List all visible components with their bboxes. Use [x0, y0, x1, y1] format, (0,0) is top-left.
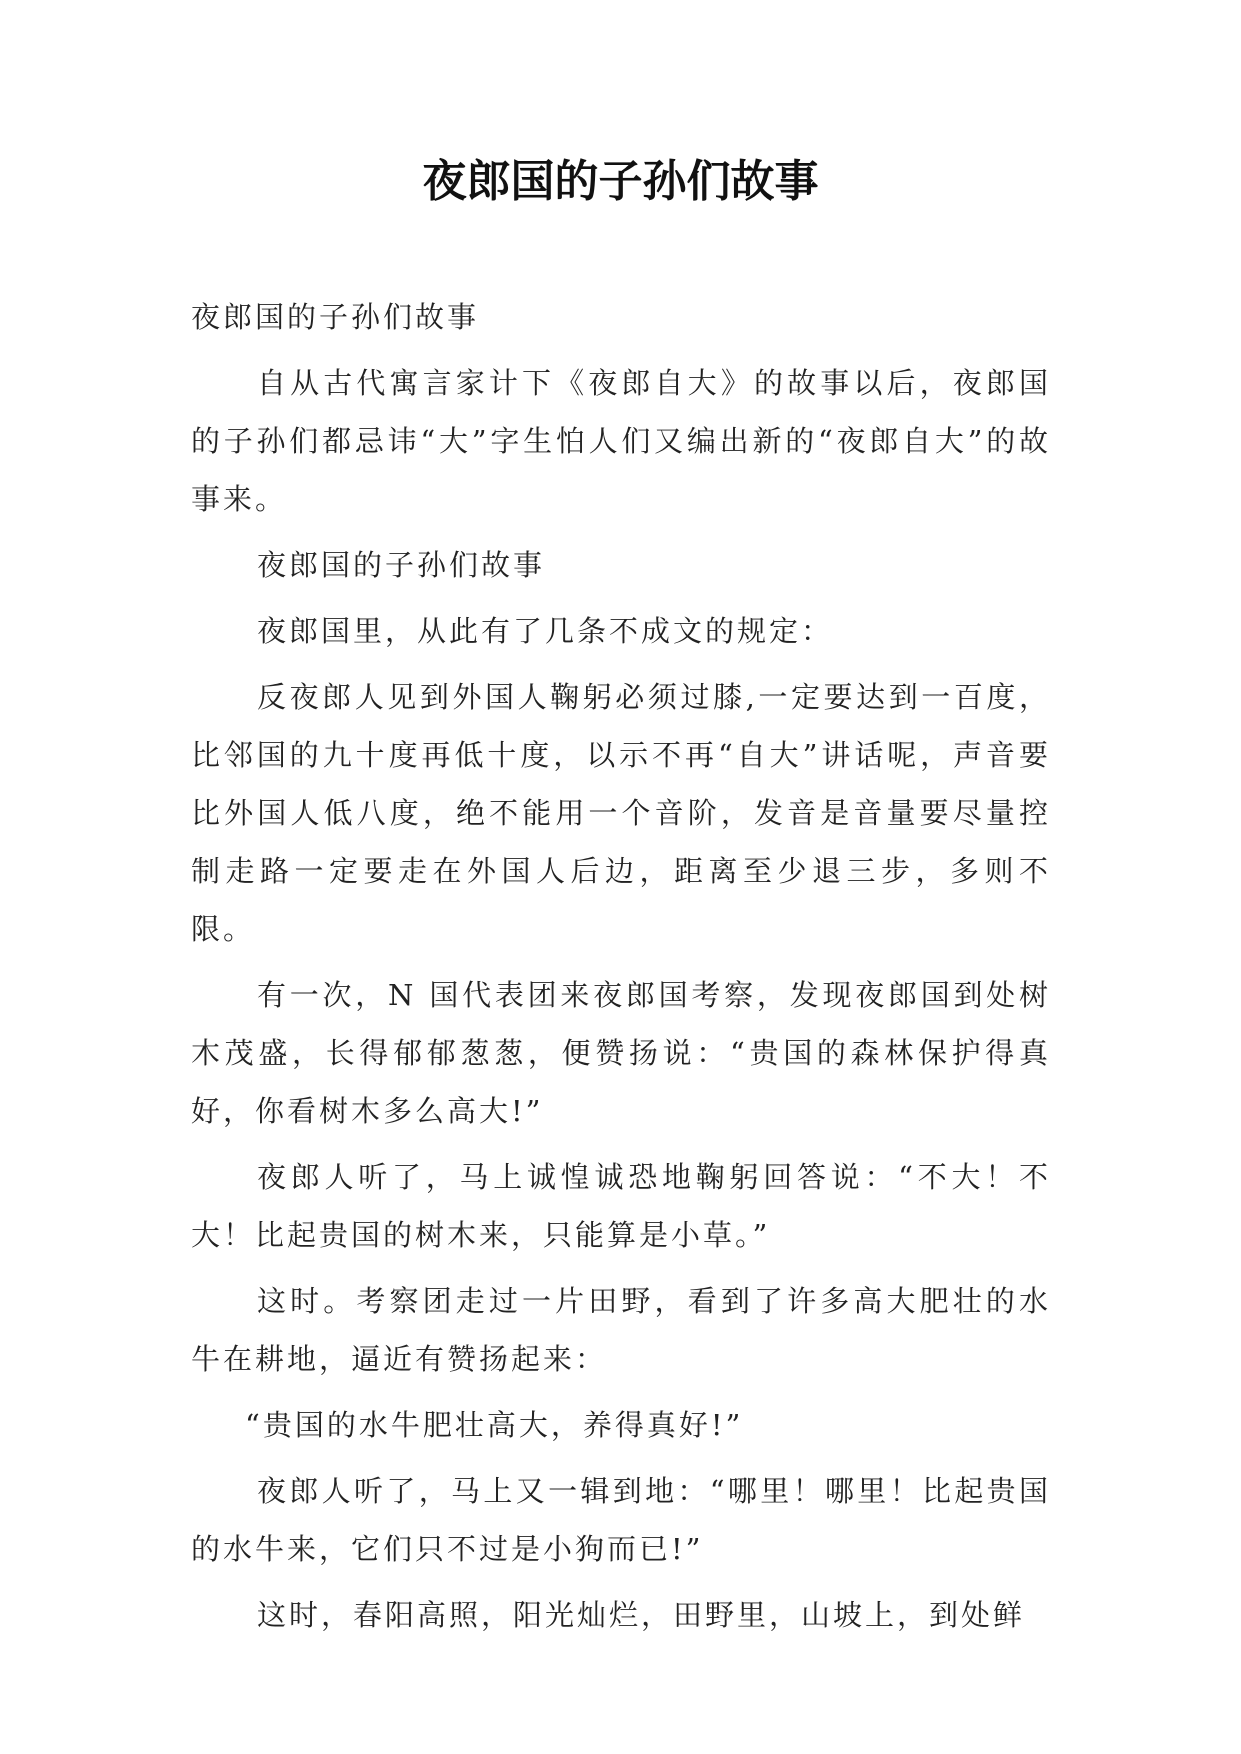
paragraph: 自从古代寓言家计下《夜郎自大》的故事以后，夜郎国的子孙们都忌讳“大”字生怕人们又编出新的“夜郎自大”的故事来。	[191, 366, 1051, 516]
paragraph: 夜郎国的子孙们故事	[257, 548, 546, 582]
paragraph-subtitle: 夜郎国的子孙们故事	[191, 300, 480, 334]
paragraph: 夜郎国里，从此有了几条不成文的规定：	[257, 614, 834, 648]
paragraph: 夜郎人听了，马上诚惶诚恐地鞠躬回答说：“不大！不大！比起贵国的树木来，只能算是小草。”	[191, 1160, 1051, 1252]
document-body	[191, 288, 1051, 1652]
paragraph: 夜郎人听了，马上又一辑到地：“哪里！哪里！比起贵国的水牛来，它们只不过是小狗而已!”	[191, 1474, 1051, 1566]
paragraph: 有一次，N 国代表团来夜郎国考察，发现夜郎国到处树木茂盛，长得郁郁葱葱，便赞扬说：“贵国的森林保护得真好，你看树木多么高大!”	[191, 978, 1051, 1128]
paragraph-quote: “贵国的水牛肥壮高大，养得真好!”	[245, 1408, 744, 1442]
paragraph: 反夜郎人见到外国人鞠躬必须过膝,一定要达到一百度，比邻国的九十度再低十度，以示不再“自大”讲话呢，声音要比外国人低八度，绝不能用一个音阶，发音是音量要尽量控制走路一定要走在外国人后边，距离至少退三步，多则不限。	[191, 680, 1051, 946]
paragraph: 这时。考察团走过一片田野，看到了许多高大肥壮的水牛在耕地，逼近有赞扬起来：	[191, 1284, 1051, 1376]
paragraph: 这时，春阳高照，阳光灿烂，田野里，山坡上，到处鲜	[257, 1598, 1026, 1632]
document-title: 夜郎国的子孙们故事	[422, 156, 819, 207]
